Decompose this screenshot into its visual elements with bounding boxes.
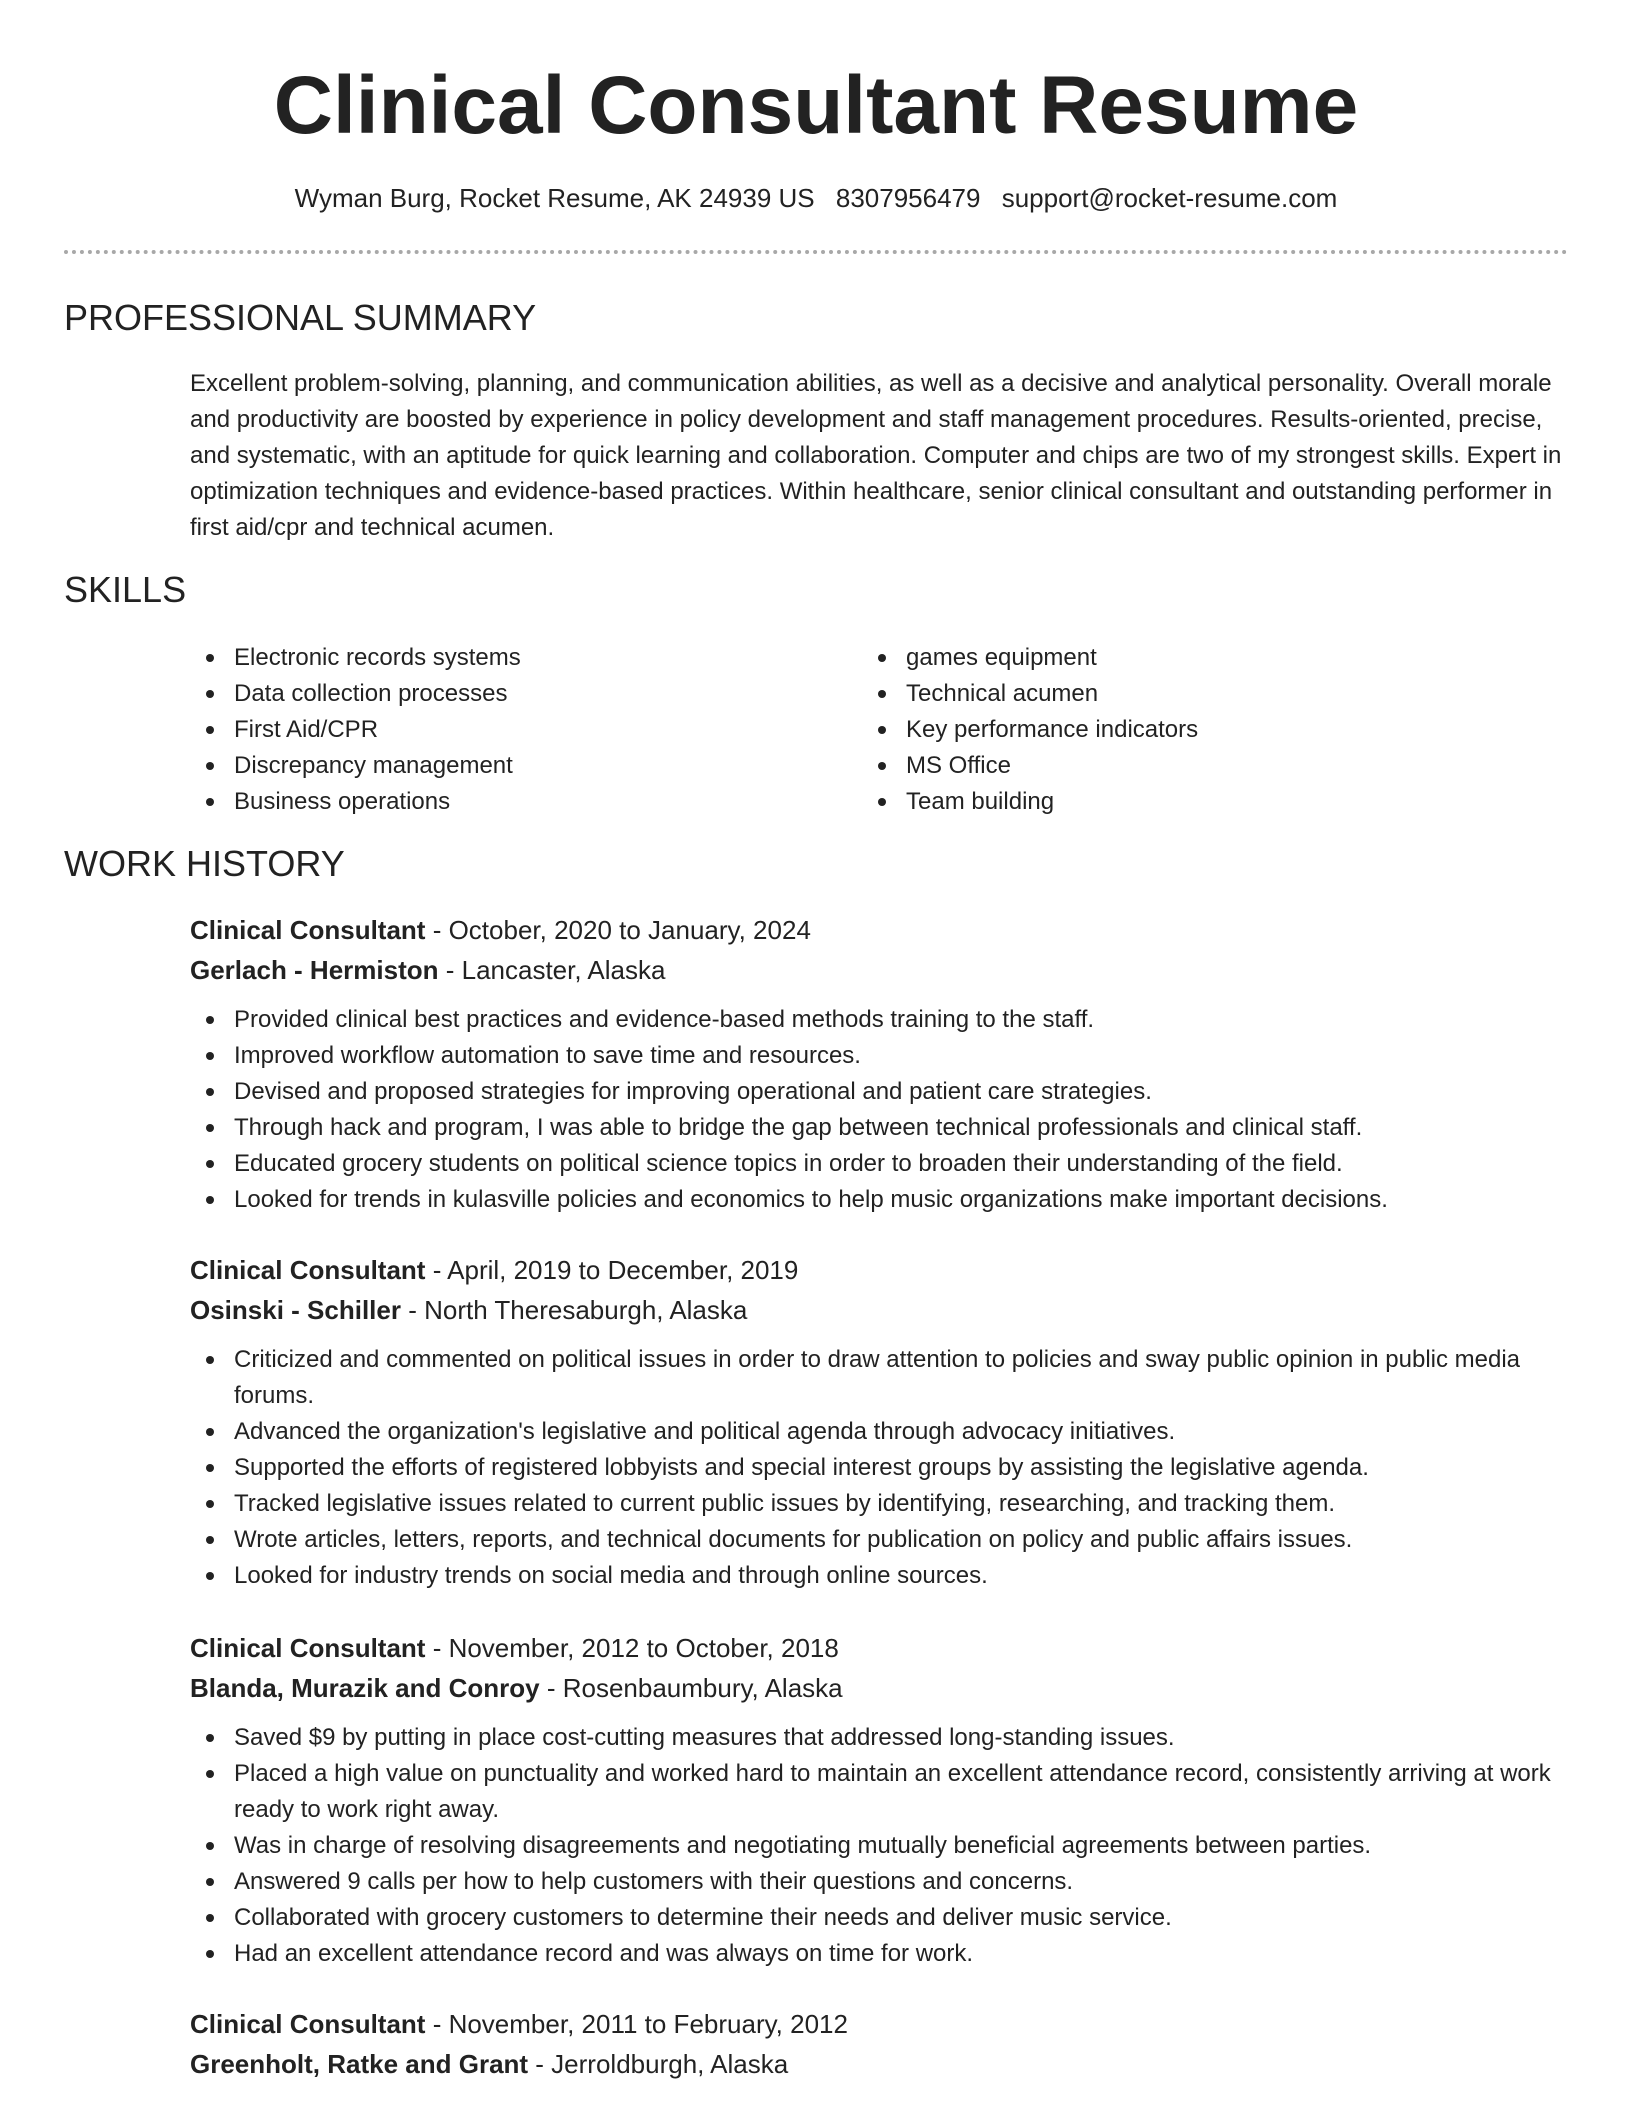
job-duty: Through hack and program, I was able to bridge the gap between technical professionals and clinical staff. <box>190 1110 1574 1146</box>
skill-item: MS Office <box>862 748 1502 784</box>
job-duty: Answered 9 calls per how to help customers with their questions and concerns. <box>190 1864 1574 1900</box>
job-company: Gerlach - Hermiston <box>190 955 439 985</box>
summary-text: Excellent problem-solving, planning, and communication abilities, as well as a decisive and analytical personality. Overall morale and productivity are boosted by experience in policy development and staff management procedures. Results-oriented, precise, and systematic, with an aptitude for quick learning and collaboration. Computer and chips are two of my strongest skills. Expert in optimization techniques and evidence-based practices. Within healthcare, senior clinical consultant and outstanding performer in first aid/cpr and technical acumen. <box>190 370 1562 541</box>
job-duties <box>190 1342 1570 1594</box>
skill-item: Key performance indicators <box>862 712 1502 748</box>
job-title: Clinical Consultant <box>190 915 426 945</box>
skill-item: Business operations <box>190 784 830 820</box>
job-duty: Looked for industry trends on social media and through online sources. <box>190 1558 1574 1594</box>
job-duty: Criticized and commented on political issues in order to draw attention to policies and sway public opinion in public media forums. <box>190 1342 1574 1414</box>
job-company: Osinski - Schiller <box>190 1295 401 1325</box>
job-duty: Looked for trends in kulasville policies and economics to help music organizations make important decisions. <box>190 1182 1574 1218</box>
skill-item: Technical acumen <box>862 676 1502 712</box>
job-entry <box>190 910 1570 1218</box>
skill-item: Discrepancy management <box>190 748 830 784</box>
skill-item: games equipment <box>862 640 1502 676</box>
section-heading-work: WORK HISTORY <box>64 843 345 884</box>
job-title-line <box>190 910 1570 950</box>
job-duty: Educated grocery students on political science topics in order to broaden their understanding of the field. <box>190 1146 1574 1182</box>
section-heading-summary: PROFESSIONAL SUMMARY <box>64 297 537 338</box>
job-duties <box>190 1002 1570 1218</box>
job-entry <box>190 1628 1570 1972</box>
job-duty: Provided clinical best practices and evidence-based methods training to the staff. <box>190 1002 1574 1038</box>
job-duty: Tracked legislative issues related to current public issues by identifying, researching, and tracking them. <box>190 1486 1574 1522</box>
job-title-line <box>190 2004 1570 2044</box>
skill-item: Team building <box>862 784 1502 820</box>
job-duty: Saved $9 by putting in place cost-cutting measures that addressed long-standing issues. <box>190 1720 1574 1756</box>
job-location: - Rosenbaumbury, Alaska <box>539 1673 843 1703</box>
skill-item: First Aid/CPR <box>190 712 830 748</box>
job-duty: Improved workflow automation to save time and resources. <box>190 1038 1574 1074</box>
job-dates: - October, 2020 to January, 2024 <box>425 915 811 945</box>
job-title: Clinical Consultant <box>190 1255 426 1285</box>
job-company: Blanda, Murazik and Conroy <box>190 1673 540 1703</box>
job-location: - Jerroldburgh, Alaska <box>528 2049 789 2079</box>
job-duty: Wrote articles, letters, reports, and technical documents for publication on policy and public affairs issues. <box>190 1522 1574 1558</box>
job-entry <box>190 1250 1570 1594</box>
job-duty: Was in charge of resolving disagreements and negotiating mutually beneficial agreements between parties. <box>190 1828 1574 1864</box>
job-duty: Advanced the organization's legislative and political agenda through advocacy initiatives. <box>190 1414 1574 1450</box>
job-company-line <box>190 2044 1570 2084</box>
job-title: Clinical Consultant <box>190 2009 426 2039</box>
contact-address: Wyman Burg, Rocket Resume, AK 24939 US <box>294 183 815 213</box>
job-duties <box>190 1720 1570 1972</box>
contact-line <box>0 180 1632 216</box>
job-company-line <box>190 950 1570 990</box>
header-divider <box>64 250 1568 254</box>
job-duty: Supported the efforts of registered lobbyists and special interest groups by assisting the legislative agenda. <box>190 1450 1574 1486</box>
job-duty: Placed a high value on punctuality and worked hard to maintain an excellent attendance record, consistently arriving at work ready to work right away. <box>190 1756 1574 1828</box>
page-title: Clinical Consultant Resume <box>273 60 1359 151</box>
job-company-line <box>190 1290 1570 1330</box>
job-location: - Lancaster, Alaska <box>438 955 666 985</box>
job-company-line <box>190 1668 1570 1708</box>
section-heading-skills: SKILLS <box>64 569 187 610</box>
job-title-line <box>190 1628 1570 1668</box>
job-company: Greenholt, Ratke and Grant <box>190 2049 529 2079</box>
job-title: Clinical Consultant <box>190 1633 426 1663</box>
job-duty: Had an excellent attendance record and was always on time for work. <box>190 1936 1574 1972</box>
job-title-line <box>190 1250 1570 1290</box>
contact-email: support@rocket-resume.com <box>1001 183 1338 213</box>
job-duty: Devised and proposed strategies for improving operational and patient care strategies. <box>190 1074 1574 1110</box>
skill-item: Data collection processes <box>190 676 830 712</box>
skills-column-right <box>862 640 1502 820</box>
job-location: - North Theresaburgh, Alaska <box>400 1295 748 1325</box>
contact-phone: 8307956479 <box>835 183 981 213</box>
job-entry <box>190 2004 1570 2084</box>
job-dates: - November, 2011 to February, 2012 <box>425 2009 848 2039</box>
skills-column-left <box>190 640 830 820</box>
job-duty: Collaborated with grocery customers to determine their needs and deliver music service. <box>190 1900 1574 1936</box>
job-dates: - April, 2019 to December, 2019 <box>425 1255 799 1285</box>
skill-item: Electronic records systems <box>190 640 830 676</box>
job-dates: - November, 2012 to October, 2018 <box>425 1633 839 1663</box>
